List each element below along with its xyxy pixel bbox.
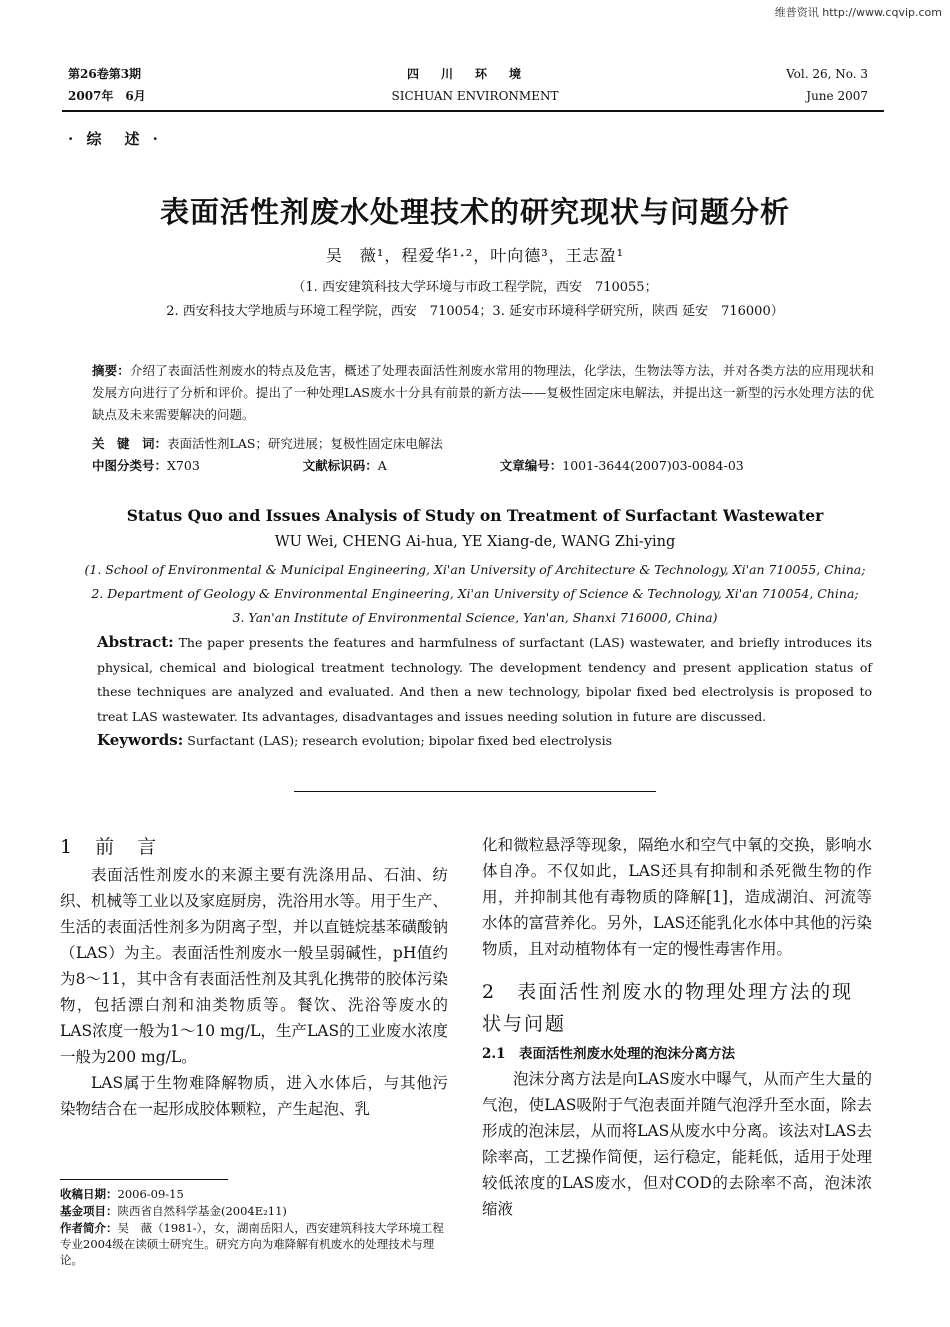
section-tag: · 综 述 ·	[68, 130, 162, 148]
footnote-author: 作者简介：吴 薇（1981-），女，湖南岳阳人，西安建筑科技大学环境工程专业2004级在读硕士研究生。研究方向为难降解有机废水的处理技术与理论。	[60, 1221, 444, 1267]
affiliation-cn-2: 2. 西安科技大学地质与环境工程学院，西安 710054；3. 延安市环境科学研究所，陕西 延安 716000）	[166, 304, 784, 319]
abstract-en: Abstract: The paper presents the features and harmfulness of surfactant (LAS) wastewater, and briefly introduces its physical, chemical and biological treatment technology. The development tendency and present application status of these techniques are analyzed and evaluated. And then a new technology, bipolar fixed bed electrolysis is proposed to treat LAS wastewater. Its advantages, disadvantages and issues needing solution in future are discussed.	[97, 633, 872, 724]
footnote-received: 收稿日期：2006-09-15	[60, 1187, 184, 1201]
volume-en: Vol. 26, No. 3	[786, 67, 868, 81]
right-column	[482, 832, 872, 1222]
paper-title-cn: 表面活性剂废水处理技术的研究现状与问题分析	[159, 195, 790, 229]
keywords-cn: 关 键 词：表面活性剂LAS；研究进展；复极性固定床电解法	[92, 436, 443, 451]
paper-title-en: Status Quo and Issues Analysis of Study on Treatment of Surfactant Wastewater	[126, 506, 824, 525]
section-2-1-heading: 2.1 表面活性剂废水处理的泡沫分离方法	[482, 1046, 735, 1062]
affiliation-en-3: 3. Yan'an Institute of Environmental Science, Yan'an, Shanxi 716000, China)	[232, 610, 718, 625]
continued-paragraph: 化和微粒悬浮等现象，隔绝水和空气中氧的交换，影响水体自净。不仅如此，LAS还具有抑制和杀死微生物的作用，并抑制其他有毒物质的降解[1]，造成湖泊、河流等水体的富营养化。另外，LAS还能乳化水体中其他的污染物质，且对动植物体有一定的慢性毒害作用。	[482, 836, 872, 958]
keywords-en: Keywords: Surfactant (LAS); research evolution; bipolar fixed bed electrolysis	[97, 731, 612, 749]
header-rule	[62, 110, 884, 112]
section-1-paragraph-2: LAS属于生物难降解物质，进入水体后，与其他污染物结合在一起形成胶体颗粒，产生起泡、乳	[60, 1074, 448, 1118]
abstract-separator	[294, 791, 656, 792]
journal-name-en: SICHUAN ENVIRONMENT	[391, 89, 559, 103]
date-cn: 2007年 6月	[68, 89, 146, 103]
classification-row: 中图分类号：X703 文献标识码：A 文章编号：1001-3644(2007)03-0084-03	[92, 458, 744, 473]
section-1-paragraph-1: 表面活性剂废水的来源主要有洗涤用品、石油、纺织、机械等工业以及家庭厨房，洗浴用水等。用于生产、生活的表面活性剂多为阴离子型，并以直链烷基苯磺酸钠（LAS）为主。表面活性剂废水一般呈弱碱性，pH值约为8～11，其中含有表面活性剂及其乳化携带的胶体污染物，包括漂白剂和油类物质等。餐饮、洗浴等废水的LAS浓度一般为1～10 mg/L，生产LAS的工业废水浓度一般为200 mg/L。	[60, 866, 448, 1066]
watermark: 维普资讯 http://www.cqvip.com	[774, 6, 942, 19]
section-2-1-paragraph: 泡沫分离方法是向LAS废水中曝气，从而产生大量的气泡，使LAS吸附于气泡表面并随气泡浮升至水面，除去形成的泡沫层，从而将LAS从废水中分离。该法对LAS去除率高，工艺操作简便，运行稳定，能耗低，适用于处理较低浓度的LAS废水，但对COD的去除率不高，泡沫浓缩液	[482, 1070, 872, 1218]
section-1-heading: 1 前 言	[60, 836, 159, 858]
footnote-fund: 基金项目：陕西省自然科学基金(2004E₂11)	[60, 1204, 287, 1218]
section-2-heading: 2 表面活性剂废水的物理处理方法的现状与问题	[482, 981, 854, 1035]
authors-en: WU Wei, CHENG Ai-hua, YE Xiang-de, WANG Zhi-ying	[274, 534, 676, 550]
journal-name-cn: 四川环境	[406, 67, 543, 81]
left-column	[60, 834, 448, 1122]
footnote-rule	[60, 1179, 228, 1180]
date-en: June 2007	[806, 89, 868, 103]
abstract-cn: 摘要：介绍了表面活性剂废水的特点及危害，概述了处理表面活性剂废水常用的物理法，化学法，生物法等方法，并对各类方法的应用现状和发展方向进行了分析和评价。提出了一种处理LAS废水十分具有前景的新方法——复极性固定床电解法，并提出这一新型的污水处理方法的优缺点及未来需要解决的问题。	[92, 363, 874, 422]
affiliation-cn-1: （1. 西安建筑科技大学环境与市政工程学院，西安 710055；	[292, 280, 658, 295]
affiliation-en-1: (1. School of Environmental & Municipal Engineering, Xi'an University of Architecture & Technology, Xi'an 710055, China;	[84, 562, 866, 577]
volume-cn: 第26卷第3期	[68, 67, 142, 81]
authors-cn: 吴 薇¹，程爱华¹·²，叶向德³，王志盈¹	[325, 246, 625, 265]
affiliation-en-2: 2. Department of Geology & Environmental Engineering, Xi'an University of Science & Technology, Xi'an 710054, China;	[91, 586, 859, 601]
